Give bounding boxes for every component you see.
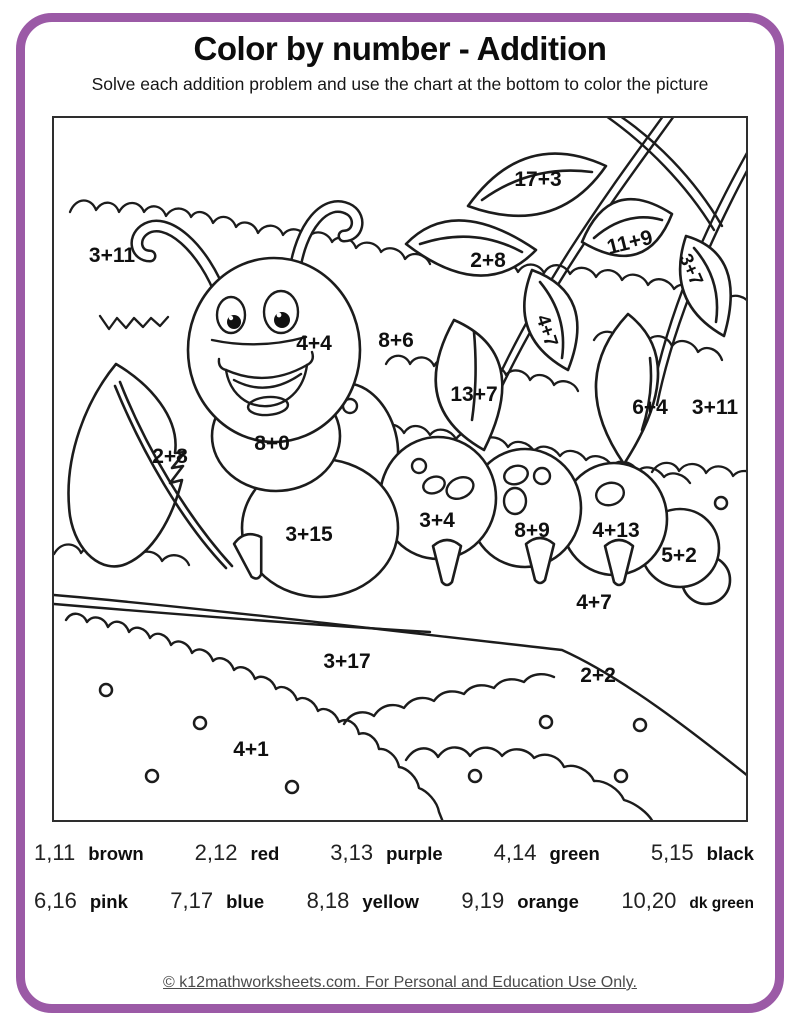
legend-numbers: 3,13 [330,840,374,865]
math-problem-label: 2+8 [470,249,506,272]
picture-frame [52,116,748,822]
math-problem-label: 2+2 [580,664,616,687]
math-problem-label: 3+11 [691,396,739,419]
legend-numbers: 5,15 [650,840,694,865]
footer [0,974,800,992]
math-problem-label: 2+8 [152,445,188,468]
math-problem-label: 11+9 [604,225,656,260]
legend-color-name: purple [386,843,443,864]
legend-pair [494,840,600,866]
math-problem-label: 3+4 [419,509,455,532]
legend-numbers: 9,19 [461,888,505,913]
math-problem-label: 4+7 [576,591,612,614]
legend-pair [195,840,280,866]
math-problem-label: 8+6 [378,329,414,352]
math-problem-label: 4+7 [531,312,562,350]
worksheet-subtitle: Solve each addition problem and use the chart at the bottom to color the picture [91,74,709,94]
legend-pair [307,888,419,914]
math-problem-label: 17+3 [514,168,562,191]
math-problem-label: 13+7 [450,383,498,406]
legend-color-name: yellow [362,891,419,912]
legend-color-name: black [706,843,754,864]
legend-pair [461,888,579,914]
math-problem-label: 4+1 [233,738,269,761]
legend-numbers: 2,12 [194,840,238,865]
footer-link[interactable]: © k12mathworksheets.com. For Personal and Education Use Only. [163,974,637,991]
math-problem-label: 5+2 [661,544,697,567]
legend-color-name: orange [517,891,579,912]
math-problem-label: 4+4 [296,332,332,355]
caterpillar-illustration [54,118,746,820]
legend-pair [651,840,754,866]
legend-pair [330,840,442,866]
legend-pair [34,888,128,914]
legend-color-name: green [549,843,600,864]
legend-color-name: red [250,843,280,864]
math-problem-label: 3+17 [323,650,371,673]
math-problem-label: 8+9 [514,519,550,542]
legend-numbers: 8,18 [306,888,350,913]
legend-row-1 [34,840,754,866]
legend-color-name: brown [88,843,144,864]
legend-pair [621,888,754,914]
legend-pair [34,840,144,866]
legend-numbers: 10,20 [621,888,677,913]
legend-row-2 [34,888,754,914]
math-problem-label: 8+0 [254,432,290,455]
math-problem-label: 3+11 [88,244,136,267]
math-problem-label: 3+7 [674,250,707,289]
legend-color-name: blue [226,891,265,912]
math-problem-label: 3+15 [285,523,333,546]
legend-pair [170,888,264,914]
legend-numbers: 7,17 [170,888,214,913]
legend-color-name: pink [89,891,128,912]
math-problem-label: 6+4 [632,396,668,419]
leaves [406,154,731,464]
worksheet-title: Color by number - Addition [193,30,607,67]
legend-color-name: dk green [689,895,754,912]
legend-numbers: 1,11 [34,840,76,865]
legend-numbers: 6,16 [34,888,77,913]
math-problem-label: 4+13 [592,519,640,542]
ground [54,595,746,820]
legend-numbers: 4,14 [493,840,537,865]
